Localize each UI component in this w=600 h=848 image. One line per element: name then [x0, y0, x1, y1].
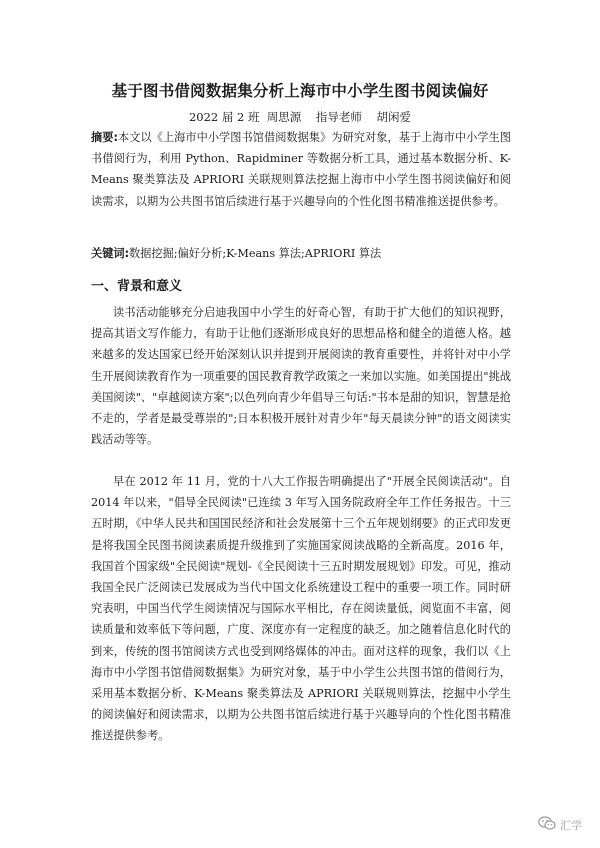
body-paragraph-1: 读书活动能够充分启迪我国中小学生的好奇心智，有助于扩大他们的知识视野，提高其语文写作能力，有助于让他们逐渐形成良好的思想品格和健全的道德人格。越来越多的发达国家已经开始深刻认识并提到开展阅读的教育重要性，并将针对中小学生开展阅读教育作为一项重要的国民教育教学政策之一来加以实施。如美国提出"挑战美国阅读"、"卓越阅读方案";以色列向青少年倡导三句话:"书本是甜的知识，智慧是抢不走的，学者是最受尊崇的";日本积极开展针对青少年"每天晨读分钟"的语文阅读实践活动等等。	[91, 306, 511, 447]
body-paragraph-2: 早在 2012 年 11 月，党的十八大工作报告明确提出了"开展全民阅读活动"。自 2014 年以来，"倡导全民阅读"已连续 3 年写入国务院政府全年工作任务报告。十三五时期，《中华人民共和国国民经济和社会发展第十三个五年规划纲要》的正式印发更是将我国全民图书阅读素质提升级推到了实施国家阅读战略的全新高度。2016 年，我国首个国家级"全民阅读"规划-《全民阅读十三五时期发展规划》印发。可见，推动我国全民广泛阅读已发展成为当代中国文化系统建设工程中的重要一项工作。同时研究表明，中国当代学生阅读情况与国际水平相比，存在阅读量低，阅览面不丰富，阅读质量和效率低下等问题，广度、深度亦有一定程度的缺乏。加之随着信息化时代的到来，传统的图书馆阅读方式也受到网络媒体的冲击。面对这样的现象，我们以《上海市中小学图书馆借阅数据集》为研究对象，基于中小学生公共图书馆的借阅行为，采用基本数据分析、K-Means 聚类算法及 APRIORI 关联规则算法，挖掘中小学生的阅读偏好和阅读需求，以期为公共图书馆后续进行基于兴趣导向的个性化图书精准推送提供参考。	[91, 475, 511, 743]
abstract-label: 摘要:	[91, 131, 118, 144]
keywords-text: 数据挖掘;偏好分析;K-Means 算法;APRIORI 算法	[129, 247, 382, 260]
wechat-icon	[538, 816, 556, 834]
author-line: 2022 届 2 班 周思源 指导老师 胡闲爱	[188, 110, 412, 124]
paper-title: 基于图书借阅数据集分析上海市中小学生图书阅读偏好	[111, 82, 489, 100]
abstract-text: 本文以《上海市中小学图书馆借阅数据集》为研究对象，基于上海市中小学生图书借阅行为，利用 Python、Rapidminer 等数据分析工具，通过基本数据分析、K-Means 聚类算法及 APRIORI 关联规则算法挖掘上海市中小学生图书阅读偏好和阅读需求，以期为公共图书馆后续进行基于兴趣导向的个性化图书精准推送提供参考。	[91, 131, 511, 208]
section-heading: 一、背景和意义	[91, 279, 183, 294]
watermark	[538, 816, 582, 834]
abstract	[91, 127, 511, 212]
keywords	[91, 243, 511, 264]
keywords-label: 关键词:	[91, 247, 130, 260]
watermark-text: 汇学	[560, 819, 582, 832]
